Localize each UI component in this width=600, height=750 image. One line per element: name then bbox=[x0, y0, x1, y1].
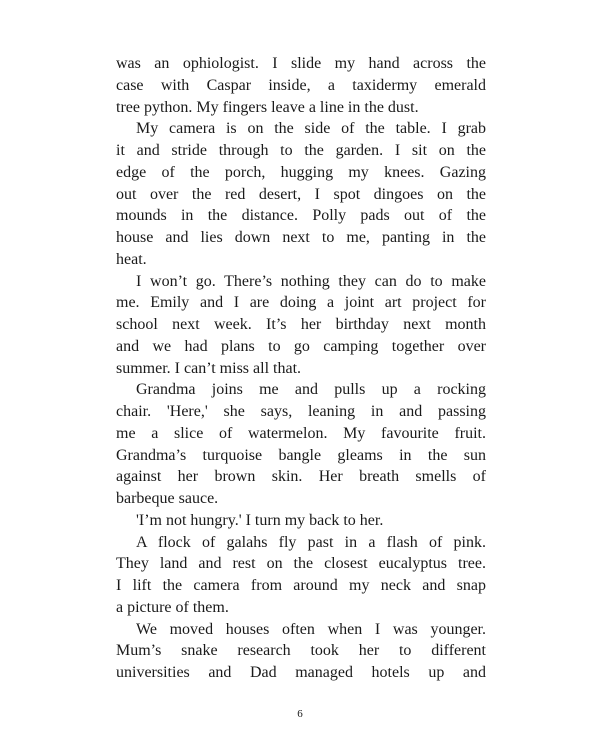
text-line: me a slice of watermelon. My favourite fruit. bbox=[116, 424, 486, 442]
text-line: me. Emily and I are doing a joint art project for bbox=[116, 294, 486, 312]
text-line: 'I’m not hungry.' I turn my back to her. bbox=[136, 511, 384, 529]
text-line: Grandma’s turquoise bangle gleams in the sun bbox=[116, 446, 486, 464]
text-line: against her brown skin. Her breath smells of bbox=[116, 468, 486, 486]
text-line: Mum’s snake research took her to different bbox=[116, 642, 486, 660]
text-line: I won’t go. There’s nothing they can do to make bbox=[136, 272, 486, 290]
text-line: and we had plans to go camping together over bbox=[116, 337, 486, 355]
text-line: school next week. It’s her birthday next month bbox=[116, 316, 486, 333]
text-line: mounds in the distance. Polly pads out of the bbox=[116, 207, 486, 225]
text-line: I lift the camera from around my neck and snap bbox=[116, 577, 486, 594]
text-line: universities and Dad managed hotels up and bbox=[116, 664, 486, 681]
text-line: summer. I can’t miss all that. bbox=[116, 359, 302, 377]
text-line: out over the red desert, I spot dingoes on the bbox=[116, 185, 486, 203]
text-line: edge of the porch, hugging my knees. Gazing bbox=[116, 163, 486, 181]
text-line: chair. 'Here,' she says, leaning in and passing bbox=[116, 403, 486, 420]
text-line: A flock of galahs fly past in a flash of pink. bbox=[136, 533, 486, 551]
text-line: barbeque sauce. bbox=[116, 490, 219, 507]
text-line: house and lies down next to me, panting in the bbox=[116, 229, 486, 246]
text-line: My camera is on the side of the table. I grab bbox=[136, 120, 486, 138]
text-line: a picture of them. bbox=[116, 598, 229, 616]
text-line: was an ophiologist. I slide my hand across the bbox=[116, 55, 486, 72]
body-text bbox=[116, 53, 486, 684]
text-line: We moved houses often when I was younger. bbox=[136, 620, 486, 638]
text-line: They land and rest on the closest eucalyptus tree. bbox=[116, 555, 486, 573]
text-line: heat. bbox=[116, 250, 147, 268]
text-line: case with Caspar inside, a taxidermy emerald bbox=[116, 76, 486, 94]
text-line: Grandma joins me and pulls up a rocking bbox=[136, 381, 486, 399]
text-line: it and stride through to the garden. I sit on the bbox=[116, 142, 486, 159]
text-line: tree python. My fingers leave a line in the dust. bbox=[116, 98, 419, 116]
page-number: 6 bbox=[297, 708, 303, 720]
